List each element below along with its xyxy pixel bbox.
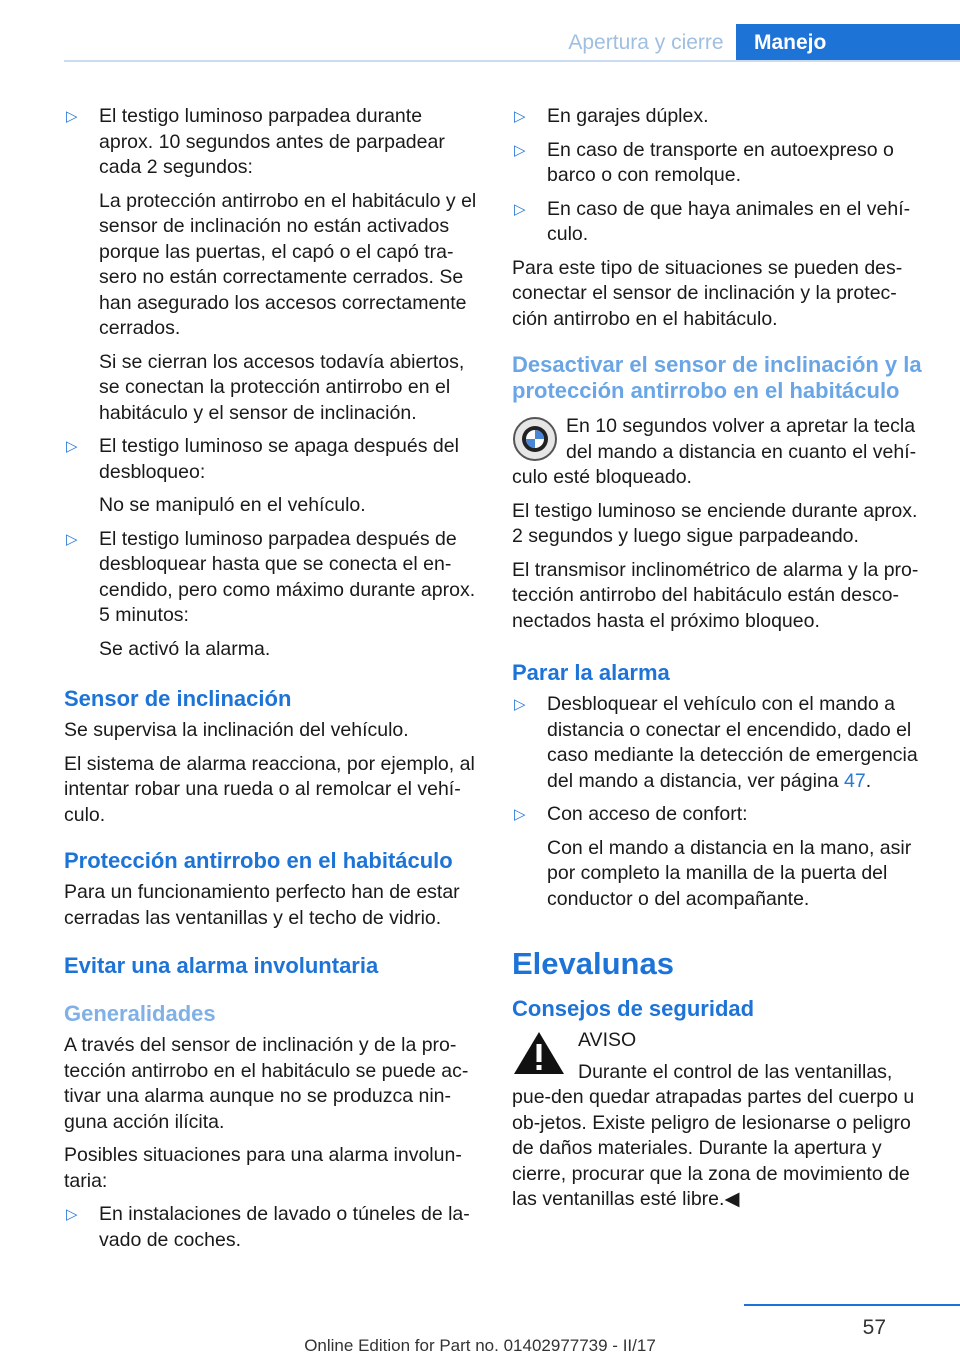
paragraph: El sistema de alarma reacciona, por ejemplo, al intentar robar una rueda o al remolcar el vehí‐culo. [64,752,475,826]
footer-rule [744,1304,960,1306]
heading-elevalunas: Elevalunas [512,946,674,981]
warning-text: Durante el control de las ventanillas, pue‐den quedar atrapadas partes del cuerpo u ob‐jetos. Existe peligro de lesionarse o peligro de daños materiales. Durante la apertura y cierre, procurar que la zona de movimiento de las ventanillas esté libre.◀ [512,1060,915,1210]
bmw-key-button-icon [512,416,558,462]
triangle-bullet-icon: ▷ [514,696,526,713]
warning-title: AVISO [578,1029,637,1051]
icon-paragraph [512,414,930,491]
paragraph: Se supervisa la inclinación del vehículo. [64,719,409,741]
triangle-bullet-icon: ▷ [514,108,526,125]
list-item: ▷ Desbloquear el vehículo con el mando a distancia o conectar el encendido, dado el caso mediante la detección de emergencia del mando a distancia, ver página 47. [514,693,918,792]
warning-triangle-icon [512,1030,566,1076]
paragraph: El testigo luminoso se enciende durante aprox. 2 segundos y luego sigue parpadeando. [512,499,918,547]
header-section: Apertura y cierre [568,31,724,54]
list-item: ▷ En caso de que haya animales en el vehí‐culo. [514,197,911,245]
heading-consejos: Consejos de seguridad [512,996,755,1021]
heading-proteccion: Protección antirrobo en el habitáculo [64,848,453,873]
triangle-bullet-icon: ▷ [66,438,78,455]
page-link[interactable]: 47 [844,769,866,792]
triangle-bullet-icon: ▷ [66,530,78,548]
heading-evitar: Evitar una alarma involuntaria [64,953,379,978]
heading-parar: Parar la alarma [512,660,670,685]
heading-generalidades: Generalidades [64,1001,216,1026]
right-column [512,104,930,1221]
heading-sensor: Sensor de inclinación [64,686,292,711]
triangle-bullet-icon: ▷ [66,1206,78,1223]
triangle-bullet-icon: ▷ [514,200,526,218]
left-column [64,104,478,1261]
page-number: 57 [862,1316,886,1339]
list-item: ▷ El testigo luminoso parpadea durante aprox. 10 segundos antes de parpadear cada 2 segundos: La protección antirrobo en el habitáculo y el sensor de inclinación no están activados porque las puertas, el capó o el capó tra‐sero no están correctamente cerrados. Se han asegurado los accesos correctamente cerrados. Si se cierran los accesos todavía abiertos, se conectan la protección antirrobo en el habitáculo y el sensor de inclinación. [66,105,477,424]
paragraph: En 10 segundos volver a apretar la tecla del mando a distancia en cuanto el vehí‐culo esté bloqueado. [512,415,917,488]
edition-footer: Online Edition for Part no. 01402977739 - II/17 [304,1336,656,1355]
list-item: ▷ En instalaciones de lavado o túneles de la‐vado de coches. [66,1203,470,1251]
paragraph: Posibles situaciones para una alarma involun‐taria: [64,1144,462,1192]
list-item: ▷ Con acceso de confort: Con el mando a distancia en la mano, asir por completo la manilla de la puerta del conductor o del acompañante. [514,803,912,910]
paragraph: Para un funcionamiento perfecto han de estar cerradas las ventanillas y el techo de vidrio. [64,881,460,929]
list-item: ▷ En caso de transporte en autoexpreso o barco o con remolque. [514,138,894,186]
list-item: ▷ El testigo luminoso parpadea después de desbloquear hasta que se conecta el en‐cendido, pero como máximo durante aprox. 5 minutos: Se activó la alarma. [66,527,476,660]
warning-block [512,1028,930,1213]
triangle-bullet-icon: ▷ [514,806,526,823]
heading-desactivar: Desactivar el sensor de inclinación y la protección antirrobo en el habitáculo [512,352,922,403]
header-chapter-tab: Manejo [736,24,960,62]
paragraph: Para este tipo de situaciones se pueden des‐conectar el sensor de inclinación y la protec‐ción antirrobo en el habitáculo. [512,256,903,330]
triangle-bullet-icon: ▷ [514,141,526,159]
list-item: ▷ El testigo luminoso se apaga después del desbloqueo: No se manipuló en el vehículo. [66,435,459,516]
triangle-bullet-icon: ▷ [66,108,78,125]
paragraph: A través del sensor de inclinación y de la pro‐tección antirrobo en el habitáculo se puede ac‐tivar una alarma aunque no se produzca nin‐guna acción ilícita. [64,1034,469,1133]
list-item: ▷ En garajes dúplex. [512,104,930,130]
paragraph: El transmisor inclinométrico de alarma y la pro‐tección antirrobo del habitáculo están desco‐nectados hasta el próximo bloqueo. [512,558,919,632]
header-rule [64,60,960,62]
